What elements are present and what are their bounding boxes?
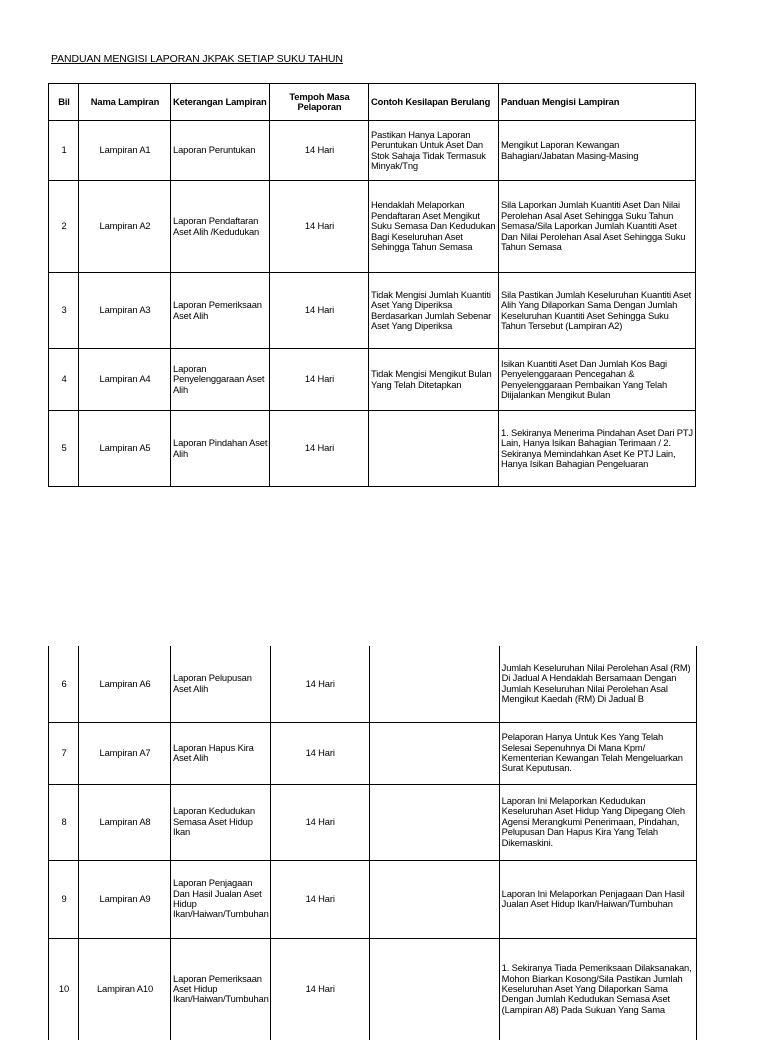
cell-nama-lampiran: Lampiran A8 [79,784,171,860]
cell-tempoh-masa: 14 Hari [270,938,369,1040]
cell-keterangan: Laporan Peruntukan [171,121,270,181]
table-row [49,722,697,784]
cell-tempoh-masa: 14 Hari [270,349,369,411]
header-nama-lampiran: Nama Lampiran [79,84,171,121]
cell-panduan: Pelaporan Hanya Untuk Kes Yang Telah Selesai Sepenuhnya Di Mana Kpm/ Kementerian Kewangan Telah Mengeluarkan Surat Keputusan. [499,722,696,784]
table-row [49,411,696,487]
cell-tempoh-masa: 14 Hari [270,646,369,722]
cell-keterangan: Laporan Penjagaan Dan Hasil Jualan Aset Hidup Ikan/Haiwan/Tumbuhan [171,860,271,938]
header-bil: Bil [49,84,79,121]
cell-bil: 8 [49,784,79,860]
cell-keterangan: Laporan Hapus Kira Aset Alih [171,722,271,784]
header-tempoh-masa: Tempoh Masa Pelaporan [270,84,369,121]
cell-keterangan: Laporan Pelupusan Aset Alih [171,646,271,722]
cell-bil: 4 [49,349,79,411]
cell-nama-lampiran: Lampiran A7 [79,722,171,784]
cell-contoh-kesilapan [369,411,499,487]
table-row [49,938,697,1040]
cell-nama-lampiran: Lampiran A4 [79,349,171,411]
cell-panduan: Laporan Ini Melaporkan Kedudukan Keseluruhan Aset Hidup Yang Dipegang Oleh Agensi Merangkumi Penerimaan, Pindahan, Pelupusan Dan Hapus Kira Yang Telah Dikemaskini. [499,784,696,860]
table-row [49,646,697,722]
cell-tempoh-masa: 14 Hari [270,411,369,487]
cell-keterangan: Laporan Pendaftaran Aset Alih /Kedudukan [171,181,270,273]
cell-panduan: Sila Pastikan Jumlah Keseluruhan Kuantiti Aset Alih Yang Dilaporkan Sama Dengan Jumlah Keseluruhan Kuantiti Aset Sehingga Suku Tahun Tersebut (Lampiran A2) [499,273,696,349]
cell-nama-lampiran: Lampiran A1 [79,121,171,181]
table-row [49,273,696,349]
cell-contoh-kesilapan: Tidak Mengisi Jumlah Kuantiti Aset Yang Diperiksa Berdasarkan Jumlah Sebenar Aset Yang Diperiksa [369,273,499,349]
cell-nama-lampiran: Lampiran A10 [79,938,171,1040]
cell-panduan: Mengikut Laporan Kewangan Bahagian/Jabatan Masing-Masing [499,121,696,181]
cell-bil: 5 [49,411,79,487]
table-row [49,784,697,860]
cell-keterangan: Laporan Pemeriksaan Aset Alih [171,273,270,349]
header-panduan-mengisi: Panduan Mengisi Lampiran [499,84,696,121]
cell-bil: 6 [49,646,79,722]
header-contoh-kesilapan: Contoh Kesilapan Berulang [369,84,499,121]
cell-contoh-kesilapan [369,646,499,722]
cell-bil: 2 [49,181,79,273]
cell-panduan: Sila Laporkan Jumlah Kuantiti Aset Dan Nilai Perolehan Asal Aset Sehingga Suku Tahun Semasa/Sila Laporkan Jumlah Kuantiti Aset Dan Nilai Perolehan Asal Aset Sehingga Suku Tahun Semasa [499,181,696,273]
cell-bil: 7 [49,722,79,784]
table-row [49,860,697,938]
table-row [49,181,696,273]
table-row [49,349,696,411]
header-keterangan-lampiran: Keterangan Lampiran [171,84,270,121]
cell-contoh-kesilapan [369,784,499,860]
cell-nama-lampiran: Lampiran A2 [79,181,171,273]
cell-contoh-kesilapan: Pastikan Hanya Laporan Peruntukan Untuk Aset Dan Stok Sahaja Tidak Termasuk Minyak/Tng [369,121,499,181]
cell-panduan: 1. Sekiranya Menerima Pindahan Aset Dari PTJ Lain, Hanya Isikan Bahagian Terimaan / 2. Sekiranya Memindahkan Aset Ke PTJ Lain, Hanya Isikan Bahagian Pengeluaran [499,411,696,487]
guide-table-part-1 [48,83,696,487]
cell-keterangan: Laporan Pemeriksaan Aset Hidup Ikan/Haiwan/Tumbuhan [171,938,271,1040]
cell-tempoh-masa: 14 Hari [270,181,369,273]
cell-nama-lampiran: Lampiran A5 [79,411,171,487]
cell-contoh-kesilapan: Tidak Mengisi Mengikut Bulan Yang Telah Ditetapkan [369,349,499,411]
cell-contoh-kesilapan: Hendaklah Melaporkan Pendaftaran Aset Mengikut Suku Semasa Dan Kedudukan Bagi Keseluruhan Aset Sehingga Tahun Semasa [369,181,499,273]
cell-panduan: Isikan Kuantiti Aset Dan Jumlah Kos Bagi Penyelenggaraan Pencegahan & Penyelenggaraan Pembaikan Yang Telah Diijalankan Mengikut Bulan [499,349,696,411]
header-row [49,84,696,121]
cell-tempoh-masa: 14 Hari [270,860,369,938]
cell-panduan: 1. Sekiranya Tiada Pemeriksaan Dilaksanakan, Mohon Biarkan Kosong/Sila Pastikan Jumlah Keseluruhan Aset Yang Dilaporkan Sama Dengan Jumlah Kedudukan Semasa Aset (Lampiran A8) Pada Sukuan Yang Sama [499,938,696,1040]
cell-tempoh-masa: 14 Hari [270,784,369,860]
cell-keterangan: Laporan Penyelenggaraan Aset Alih [171,349,270,411]
guide-table-part-2 [48,646,697,1040]
table-row [49,121,696,181]
cell-bil: 9 [49,860,79,938]
cell-contoh-kesilapan [369,938,499,1040]
cell-tempoh-masa: 14 Hari [270,273,369,349]
cell-nama-lampiran: Lampiran A9 [79,860,171,938]
document-title: PANDUAN MENGISI LAPORAN JKPAK SETIAP SUKU TAHUN [51,53,343,65]
cell-bil: 3 [49,273,79,349]
cell-nama-lampiran: Lampiran A6 [79,646,171,722]
cell-bil: 10 [49,938,79,1040]
cell-panduan: Laporan Ini Melaporkan Penjagaan Dan Hasil Jualan Aset Hidup Ikan/Haiwan/Tumbuhan [499,860,696,938]
cell-nama-lampiran: Lampiran A3 [79,273,171,349]
cell-tempoh-masa: 14 Hari [270,722,369,784]
cell-tempoh-masa: 14 Hari [270,121,369,181]
cell-bil: 1 [49,121,79,181]
cell-keterangan: Laporan Pindahan Aset Alih [171,411,270,487]
cell-contoh-kesilapan [369,722,499,784]
cell-panduan: Jumlah Keseluruhan Nilai Perolehan Asal (RM) Di Jadual A Hendaklah Bersamaan Dengan Jumlah Keseluruhan Nilai Perolehan Asal Mengikut Kaedah (RM) Di Jadual B [499,646,696,722]
cell-contoh-kesilapan [369,860,499,938]
cell-keterangan: Laporan Kedudukan Semasa Aset Hidup Ikan [171,784,271,860]
